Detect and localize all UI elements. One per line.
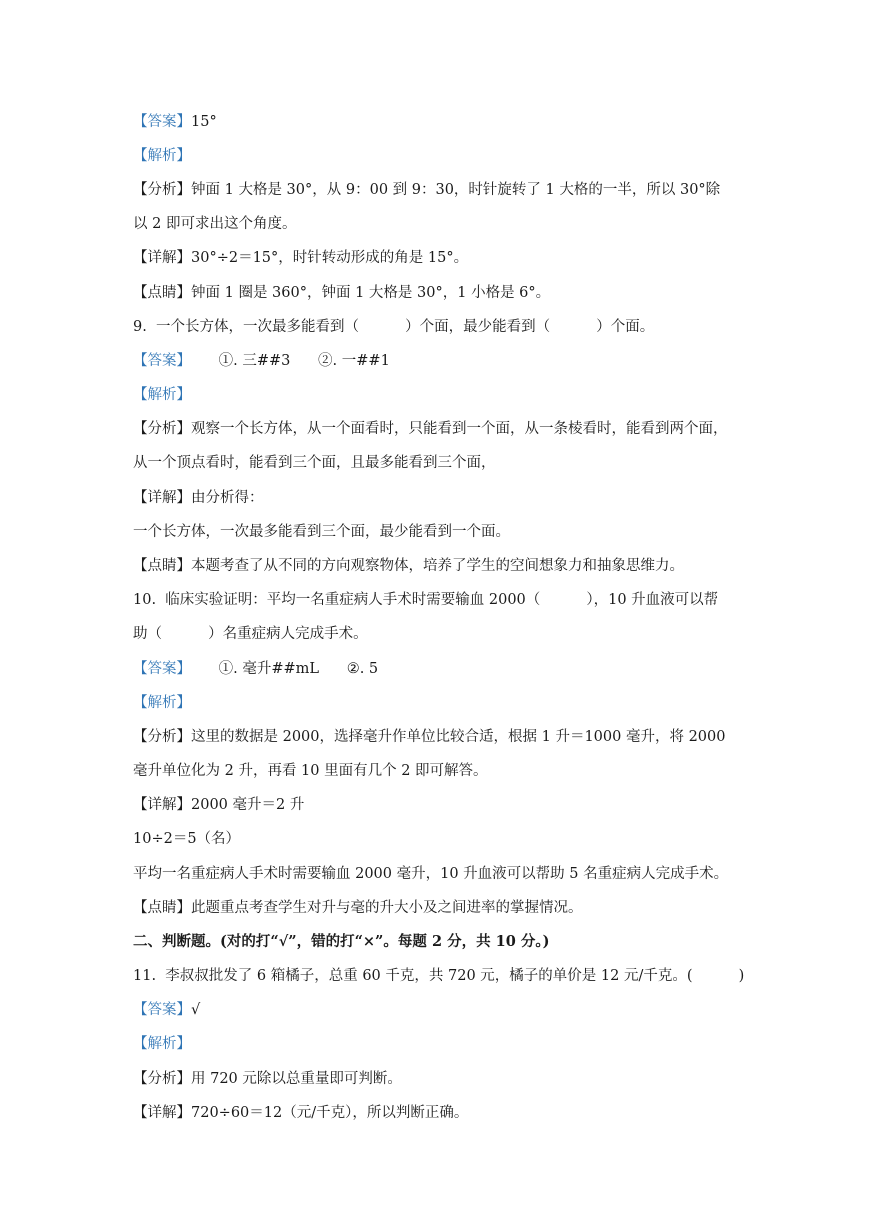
section-heading bbox=[133, 932, 549, 952]
tag-label: 【分析】 bbox=[133, 729, 191, 745]
tag-label: 【详解】 bbox=[133, 490, 191, 506]
tag-label: 【解析】 bbox=[133, 387, 191, 403]
tag-label: 【答案】 bbox=[133, 661, 191, 677]
line-text: 10. 临床实验证明：平均一名重症病人手术时需要输血 2000（ ），10 升血液可以帮 bbox=[133, 592, 719, 608]
question-9 bbox=[133, 317, 654, 337]
detail-line-cont bbox=[133, 864, 728, 884]
analysis-line-cont bbox=[133, 214, 296, 234]
analysis-heading bbox=[133, 1034, 191, 1054]
tag-label: 【点睛】 bbox=[133, 900, 191, 916]
line-text: 从一个顶点看时，能看到三个面，且最多能看到三个面， bbox=[133, 455, 496, 471]
detail-line bbox=[133, 488, 264, 508]
tag-label: 【点睛】 bbox=[133, 558, 191, 574]
line-text: 由分析得： bbox=[191, 490, 264, 506]
detail-line bbox=[133, 795, 304, 815]
analysis-line bbox=[133, 419, 728, 439]
tag-label: 【分析】 bbox=[133, 1071, 191, 1087]
tag-label: 【详解】 bbox=[133, 250, 191, 266]
line-text: 9. 一个长方体，一次最多能看到（ ）个面，最少能看到（ ）个面。 bbox=[133, 319, 655, 335]
answer-line bbox=[133, 351, 390, 371]
analysis-line-cont bbox=[133, 453, 496, 473]
tag-label: 【点睛】 bbox=[133, 285, 191, 301]
line-text: 2000 毫升＝2 升 bbox=[191, 797, 305, 813]
analysis-line bbox=[133, 727, 725, 747]
analysis-heading bbox=[133, 385, 191, 405]
tag-label: 【解析】 bbox=[133, 1036, 191, 1052]
line-text: 用 720 元除以总重量即可判断。 bbox=[191, 1071, 402, 1087]
question-10-cont bbox=[133, 624, 368, 644]
analysis-heading bbox=[133, 693, 191, 713]
line-text: 平均一名重症病人手术时需要输血 2000 毫升，10 升血液可以帮助 5 名重症病人完成手术。 bbox=[133, 866, 729, 882]
line-text: 钟面 1 圈是 360°，钟面 1 大格是 30°，1 小格是 6°。 bbox=[191, 285, 551, 301]
line-text: 毫升单位化为 2 升，再看 10 里面有几个 2 即可解答。 bbox=[133, 763, 488, 779]
tag-label: 【答案】 bbox=[133, 1002, 191, 1018]
line-text: 观察一个长方体，从一个面看时，只能看到一个面，从一条棱看时，能看到两个面， bbox=[191, 421, 728, 437]
line-text: 10÷2＝5（名） bbox=[133, 831, 241, 847]
detail-line bbox=[133, 248, 468, 268]
tag-label: 【分析】 bbox=[133, 421, 191, 437]
line-text: 15° bbox=[191, 114, 217, 130]
question-10 bbox=[133, 590, 718, 610]
tag-label: 【分析】 bbox=[133, 182, 191, 198]
line-text: ①. 三##3 ②. 一##1 bbox=[191, 353, 390, 369]
line-text: 以 2 即可求出这个角度。 bbox=[133, 216, 297, 232]
note-line bbox=[133, 556, 684, 576]
line-text: 720÷60＝12（元/千克），所以判断正确。 bbox=[191, 1105, 469, 1121]
line-text: 二、判断题。(对的打“√”，错的打“×”。每题 2 分，共 10 分。) bbox=[133, 933, 550, 950]
detail-line bbox=[133, 1103, 468, 1123]
note-line bbox=[133, 283, 550, 303]
answer-line bbox=[133, 1000, 200, 1020]
analysis-line-cont bbox=[133, 761, 488, 781]
tag-label: 【答案】 bbox=[133, 114, 191, 130]
answer-line bbox=[133, 659, 378, 679]
line-text: 一个长方体，一次最多能看到三个面，最少能看到一个面。 bbox=[133, 524, 510, 540]
tag-label: 【答案】 bbox=[133, 353, 191, 369]
line-text: 11. 李叔叔批发了 6 箱橘子，总重 60 千克，共 720 元，橘子的单价是 12 元/千克。( ) bbox=[133, 968, 745, 984]
line-text: 这里的数据是 2000，选择毫升作单位比较合适，根据 1 升＝1000 毫升，将 2000 bbox=[191, 729, 726, 745]
tag-label: 【解析】 bbox=[133, 148, 191, 164]
analysis-line bbox=[133, 180, 720, 200]
line-text: 此题重点考查学生对升与毫的升大小及之间进率的掌握情况。 bbox=[191, 900, 583, 916]
line-text: 本题考查了从不同的方向观察物体，培养了学生的空间想象力和抽象思维力。 bbox=[191, 558, 684, 574]
note-line bbox=[133, 898, 583, 918]
detail-line-cont bbox=[133, 829, 240, 849]
line-text: ①. 毫升##mL ②. 5 bbox=[191, 661, 379, 677]
tag-label: 【详解】 bbox=[133, 1105, 191, 1121]
analysis-heading bbox=[133, 146, 191, 166]
answer-line bbox=[133, 112, 217, 132]
line-text: √ bbox=[191, 1002, 201, 1018]
tag-label: 【详解】 bbox=[133, 797, 191, 813]
question-11 bbox=[133, 966, 744, 986]
tag-label: 【解析】 bbox=[133, 695, 191, 711]
line-text: 钟面 1 大格是 30°，从 9：00 到 9：30，时针旋转了 1 大格的一半，所以 30°除 bbox=[191, 182, 721, 198]
line-text: 30°÷2＝15°，时针转动形成的角是 15°。 bbox=[191, 250, 469, 266]
line-text: 助（ ）名重症病人完成手术。 bbox=[133, 626, 368, 642]
analysis-line bbox=[133, 1069, 402, 1089]
detail-line-cont bbox=[133, 522, 510, 542]
